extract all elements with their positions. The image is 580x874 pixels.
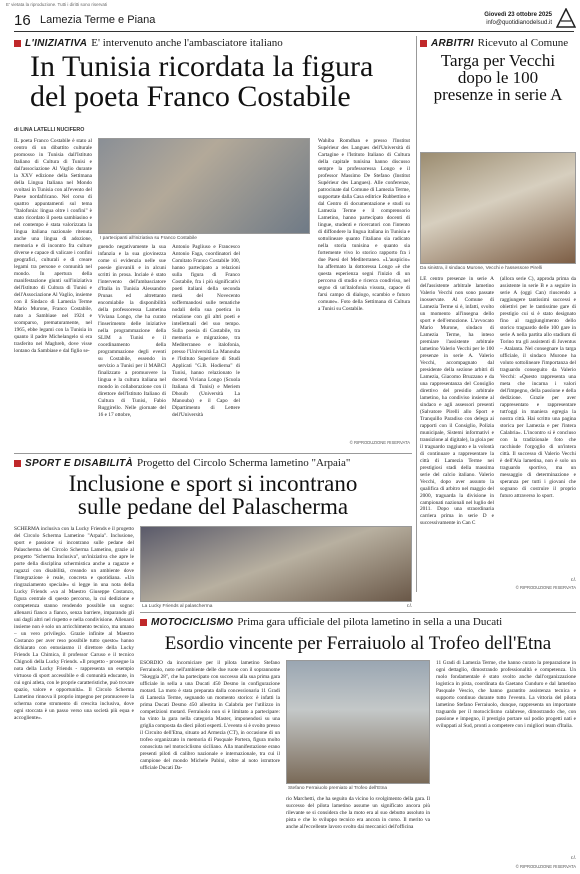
article3-photo (140, 526, 412, 602)
article2-headline: Targa per Vecchi dopo le 100 presenze in serie A (433, 51, 563, 104)
section-divider (14, 453, 412, 454)
article2-photo-caption: Da sinistra, il sindaco Murone, Vecchi e l'assessore Pirelli (420, 266, 542, 271)
article1-photo (98, 138, 310, 234)
section-title: Lamezia Terme e Piana (40, 14, 156, 26)
article4-col3: 11 Gradi di Lamezia Terme, che hanno curato la preparazione in ogni dettaglio, dimostrando professionalità e competenza. Un ruolo fondamentale è stato svolto anche dall'organizzazione logistica in pista, coordinata da Gaetano Cunduro e dal lametino Pasquale Vescio, che hanno garantito assistenza tecnica e supporto continuo durante tutto l'evento. La vittoria del pilota lametino Stefano Ferraiuolo, dunque, rappresenta un importante traguardo per il motociclismo calabrese, dimostrando che, con passione e impegno, il prestigio portare sul podio progetti nati e sviluppati al Sud, pronti a competere con i migliori team d'Italia. (436, 660, 576, 729)
issue-date: Giovedì 23 ottobre 2025 (484, 12, 552, 18)
article1-col2: guendo negativamente la sua infanzia e la sua giovinezza come si evidenzia nelle sue poesie giovanili e in alcuni scritti in prosa. Inciale è stato l'intervento dell'ambasciatore d'Italia in Tunisia Alessandro Prunas ed altrettanto encomiabile la disponibilità della professoressa Lametina Viviana Longo, che ha curato l'inserimento delle iniziative nella programmazione della SLIM a Tunisi e il coordinamento della programmazione degli eventi su Costabile, essendo in servizio a Tunisi per il MABCI finalizzato a promuovere la lingua e la cultura italiana nel mondo in collaborazione con il direttore dell'Istituto Italiano di Cultura di Tunisi, Fabio Ruggirello. Nelle giornate del 16 e 17 ottobre, (98, 244, 166, 418)
kicker-square-icon (14, 460, 21, 467)
dateline (440, 12, 552, 28)
article4-reserved: © RIPRODUZIONE RISERVATA (515, 864, 576, 869)
article4-photo-caption: Stefano Ferraiuolo premiato al Trofeo dell'Etna (288, 786, 388, 791)
article4-col2: rio Marchetti, che ha seguito da vicino lo svolgimento della gara. Il successo del pilota lametino assume un significato ancora più rilevante se si considera che la moto era al suo debutto assoluto in pista e che lo sviluppo tecnico era ancora in corso. Il merito va anche all'eccellente lavoro svolto dai meccanici dell'officina (286, 796, 430, 830)
article4-signature: r.l. (570, 856, 576, 861)
kicker-square-icon (420, 40, 427, 47)
site-email: info@quotidianodelsud.it (486, 19, 552, 26)
article2-col2: (allora serie C), approda prima da assistente in serie B e a seguire in serie A (oggi Can) riuscendo a raggiungere tantissimi successi e obiettivi per le tantissime gare di prestigio cui si è stato designato fino al raggiungimento dello storico traguardo delle 100 gare in serie A nella partita allo stadium di Torino tra gli assistenti di Juventus – Atalanta. Nel consegnare la targa ufficiale, il sindaco Murone ha voluto sottolineare l'importanza del traguardo conseguito da Valerio Vecchi: «Questo rappresenta una meta che incarna i valori dell'impegno, della passione e della dedizione. Grazie per aver rappresentato e rappresentare tutt'oggi in maniera egregia la nostra città. Hai scritto una pagina storica per Lamezia e per l'intera Calabria». L'incontro si è concluso con la tradizionale foto che racchiude l'orgoglio di un'intera città. Il successo di Valerio Vecchi è dell'Aia lametina, non è solo un traguardo sportivo, ma un messaggio di determinazione e speranza per tutti i giovani che sognano di costruire il proprio futuro attraverso lo sport. (500, 276, 576, 499)
article2-kicker: ARBITRI Ricevuto al Comune (420, 37, 568, 49)
article4-kicker: MOTOCICLISMO Prima gara ufficiale del pilota lametino in sella a una Ducati (140, 616, 502, 628)
article1-reserved: © RIPRODUZIONE RISERVATA (349, 440, 410, 445)
kicker-square-icon (140, 619, 147, 626)
article2-reserved: © RIPRODUZIONE RISERVATA (515, 585, 576, 590)
article3-col1: SCHERMA inclusiva con la Lucky Friends e il progetto del Circolo Scherma Lametino "Arpaia". Inclusione, sport e passione si incontrano sulle pedane del Palascherma del Circolo Scherma Lametino, grazie al progetto "Scherma Inclusiva", un'iniziativa che apre le porte della disciplina schermistica anche a ragazze e ragazzi con disabilità, creando un ambiente dove l'integrazione è reale, concreta e quotidiana. «Un ringraziamento speciale» si legge in una nota della Lucky Friends «va al Maestro Giuseppe Costanzo, figura centrale di questo percorso, la cui dedizione e competenza stanno rendendo possibile un sogno: allenarsi fianco a fianco, senza barriere, imparando gli uni dagli altri nel rispetto e nella condivisione. Allenarsi insieme non è solo un arricchimento tecnico, ma umano – un vero privilegio. Grazie infinite al Maestro Costanzo per aver reso possibile tutto questo» hanno dichiarato con entusiasmo il direttore della Lucky Friends La Chimica, il professor Caruso e il tecnico Chignoli della Lucky Friends. «Il progetto - prosegue la nota della Lucky Friends - rappresenta un esempio virtuoso di sport accessibile e di comunità educante, in cui ogni atleta, con le proprie caratteristiche, può trovare spazio, valore e opportunità». Il Circolo Scherma Lametino rinnova il proprio impegno per promuovere la scherma come strumento di crescita inclusiva, dove ogni stoccata è un passo verso una società più equa e accogliente». (14, 526, 134, 721)
article3-headline: Inclusione e sport si incontrano sulle pedane del Palascherma (68, 471, 358, 519)
header-divider (14, 31, 574, 32)
article3-photo-caption: La Lucky Friends al palascherma (142, 604, 213, 609)
article3-kicker: SPORT E DISABILITÀ Progetto del Circolo Scherma lametino "Arpaia" (14, 457, 350, 469)
article4-headline: Esordio vincente per Ferraiuolo al Trofeo dell'Etna (164, 633, 552, 654)
article2-signature: r.l. (570, 578, 576, 583)
kicker-square-icon (14, 40, 21, 47)
article1-photo-caption: I partecipanti all'iniziativa su Franco Costabile (100, 236, 197, 241)
article4-photo (286, 660, 430, 784)
copyright-notice: E' vietata la riproduzione. Tutti i diritti sono riservati (6, 2, 108, 7)
article1-headline: In Tunisia ricordata la figura del poeta Franco Costabile (30, 50, 374, 113)
newspaper-logo-icon (556, 8, 576, 28)
article2-col1: LE centro presenze in serie A dell'assistente arbitrale lametino Valerio Vecchi non sono passate inosservate. Al Comune di Lamezia Terme si è, infatti, svolto un momento all'insegna dello sport e dell'emozione. L'avvocato Mario Murone, sindaco di Lamezia Terme, ha inteso premiare l'assistente arbitrale lametino Valerio Vecchi per le 100 presenze in serie A. Valerio Vecchi, accompagnato dal presidente della sezione arbitri di Lamezia, Giacomo Bruzzano e da una rappresentanza del Consiglio direttivo del presidio arbitrale lametino, ha condiviso insieme al sindaco e agli assessori presenti (Salvatore Pirelli allo Sport e Tranquillo Paradiso con delega ai rapporti con il Consiglio, Polizia municipale, Sistemi informativi e transizione al digitale), la gioia per il traguardo raggiunto e la volontà di continuare a rappresentare la città di Lamezia Terme nei prestigiosi stadi della massima serie del calcio italiano. Valerio Vecchi, dopo aver assunto la qualifica di arbitro nel maggio del 2000, traguarda la divisione in campionati nazionali nel luglio del 2011. Dopo una straordinaria carriera prima in serie D e successivamente in Can C (420, 276, 494, 527)
article1-col4: Wahiba Romdhan e presso l'Institut Supérieur des Langues dell'Università di Cartagine e l'Istituto Italiano di Cultura della capitale tunisina hanno discusso sempre la professoressa Longo e il professor Massimo De Stefano (Institut Supérieur des Langues). Alle conferenze, patrocinate dal Comune di Lamezia Terme, supportate dalla Casa editrice Rubbettino e dal Centro di documentazione e studi su Lamezia Terme e il comprensorio Lametino, hanno partecipato docenti di lingue, studenti e ricercatori con l'intento di diffondere la lingua italiana in Tunisia e sottolineare quanto l'italiano sia radicato nella storia tunisina e quanto sia fortemente vivo lo storico rapporto fra i due Paesi del Mediterraneo. «L'auspicio» ha affermato la dottoressa Longo «è che questa esperienza segni l'inizio di un percorso di studio e ricerca condiviso, nel segno di un'italofonia vissuta, capace di farsi campo di dialogo, scambio e futuro comune». Foto della Settimana di Cultura a Tunisi su Costabile. (318, 138, 410, 312)
column-divider (416, 36, 417, 592)
page-number: 16 (14, 12, 31, 29)
article1-byline: di LINA LATELLI NUCIFERO (14, 127, 85, 133)
article1-kicker: L'INIZIATIVA E' intervenuto anche l'ambasciatore italiano (14, 37, 283, 49)
article2-photo (420, 152, 576, 264)
article4-col1: ESORDIO da incorniciare per il pilota lametino Stefano Ferraiuolo, noto nell'ambiente delle due ruote con il soprannome "Skeggia 28", che ha partecipato con successo alla sua prima gara ufficiale in sella a una Ducati 450 Desmo in configurazione motard. La moto è stata preparata dalla concessionaria 11 Gradi di Lamezia Terme, segnando un momento storico: è infatti la prima Ducati Desmo 450 allestita in Calabria per l'utilizzo in competizioni motard. Ferraiuolo non si è limitato a partecipare: ha vinto la gara nella categoria Master, imponendosi su una griglia composta da dieci piloti esperti. L'evento si è svolto presso il Circuito dell'Etna, situato ad Armezia (CT), in occasione di un trofeo organizzato in memoria di Pasquale Portera, figura molto conosciuta nel motociclismo siciliano. Alla manifestazione erano presenti piloti di calibro nazionale e internazionale, tra cui il campione del mondo Michele Pabini, oltre al noto istruttore ufficiale Ducati Da- (140, 660, 280, 771)
article1-col1: IL poeta Franco Costabile è stato al centro di un dibattito culturale promosso in Tunisia dall'Istituto Italiano di Cultura di Tunisi e dall'associazione Al Vaglio durante la XXV edizione della Settimana della Lingua Italiana nel Mondo svoltasi in Tunisia con all'evento del Paese nordafricano. Nel corso di quattro appuntamenti sul tema "Italofonia: lingua oltre i confini" è stato ricordato il poeta sambiasino e nel contempo è stata valorizzata la lingua italiana nazionale ritenuta anche una lingua di adozione, memoria e di incontro fra culture diverse e capace di valicare i confini geografici, culturali e di creare legami tra persone e comunità nel mondo. In apertura della manifestazione giunti sull'iniziativa dell'Istituto di Cultura di Tunisi e dell'Associazione Al Vaglio, insieme con il Sindaco di Lamezia Terme Mario Murone, Franco Costabile, nato a Sambiase nel 1924 e scomparso, prematuramente, nel 1965, ebbe legami con la Tunisia in quanto il padre Michelangelo si era trasferito nel Maghreb, dove visse lontano da Sambiase e dal figlio se- (14, 138, 92, 354)
section-divider (140, 612, 576, 613)
article1-col3: Antonio Pagliuso e Francesco Antonio Faga, coordinatori del Comitato Franco Costabile 100, hanno partecipato a relazioni sulla figura di Franco Costabile, fra i più significativi poeti italiani della seconda metà del Novecento soffermandosi sulle tematiche nodali della sua poetica in relazione con gli altri poeti e intellettuali del suo tempo. Sulla poesia di Costabile, tra memoria e migrazione, tra Mediterraneo e italofonia, presso l'Università La Manouba e l'Istituto Superiore di Studi Applicati "G.B. Hodierna" di Tunisi, hanno relazionato le docenti Viviana Longo (Scuola Italiana di Tunisi) e Meriem Dhouib (Università La Manouba) e il Capo del Dipartimento di Lettere dell'Università (172, 244, 240, 418)
article3-signature: r.l. (406, 604, 412, 609)
